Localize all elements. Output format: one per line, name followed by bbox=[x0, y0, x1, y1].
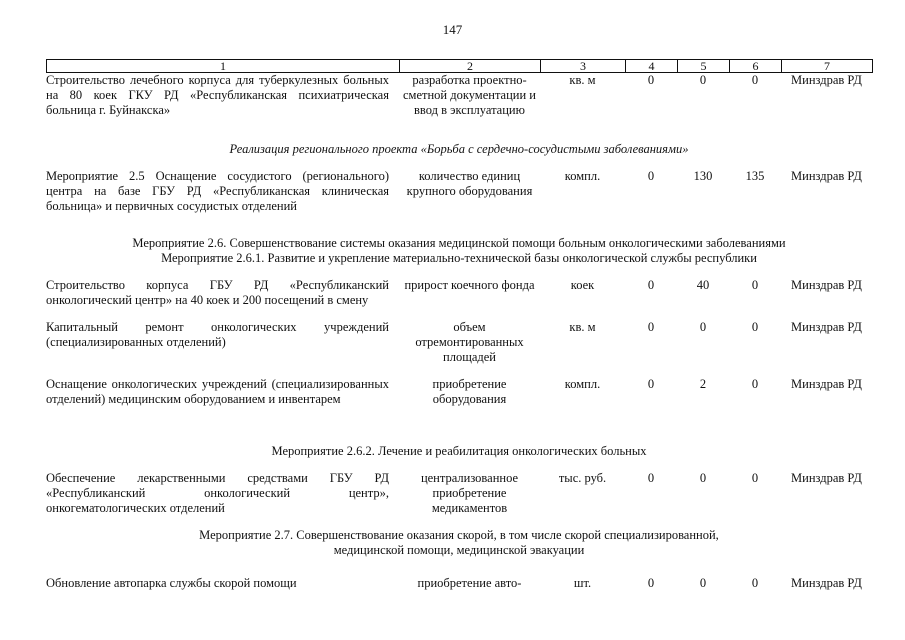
indicator-cell: объем отремонтированных площадей bbox=[415, 320, 524, 364]
row-spacer bbox=[46, 214, 872, 236]
page-number: 147 bbox=[442, 22, 463, 37]
value-cell-6: 0 bbox=[751, 278, 759, 292]
column-header: 4 bbox=[626, 60, 678, 73]
description-cell: Обновление автопарка службы скорой помощи bbox=[46, 576, 297, 590]
column-header: 3 bbox=[541, 60, 626, 73]
row-spacer bbox=[46, 365, 872, 377]
table-row bbox=[46, 169, 872, 214]
value-cell-4: 0 bbox=[647, 320, 655, 334]
value-cell-4: 0 bbox=[647, 377, 655, 391]
value-cell-5: 2 bbox=[699, 377, 707, 391]
description-cell: Строительство корпуса ГБУ РД «Республиканский онкологический центр» на 40 коек и 200 посещений в смену bbox=[46, 278, 389, 307]
unit-cell: коек bbox=[570, 278, 595, 292]
row-spacer bbox=[46, 266, 872, 278]
section-heading-line: Мероприятие 2.6.1. Развитие и укрепление материально-технической базы онкологической службы республики bbox=[161, 251, 757, 265]
executor-cell: Минздрав РД bbox=[791, 169, 862, 183]
section-heading-line: Мероприятие 2.7. Совершенствование оказания скорой, в том числе скорой специализированной, bbox=[199, 528, 719, 542]
table-row bbox=[46, 576, 872, 591]
executor-cell: Минздрав РД bbox=[791, 377, 862, 391]
executor-cell: Минздрав РД bbox=[791, 471, 862, 485]
indicator-cell: прирост коечного фонда bbox=[404, 278, 535, 292]
value-cell-5: 0 bbox=[699, 471, 707, 485]
value-cell-5: 130 bbox=[693, 169, 713, 183]
row-spacer bbox=[46, 118, 872, 142]
section-heading-line: Мероприятие 2.6.2. Лечение и реабилитация онкологических больных bbox=[271, 444, 647, 458]
value-cell-6: 0 bbox=[751, 576, 759, 590]
table-header bbox=[46, 59, 873, 73]
table-row bbox=[46, 73, 872, 118]
column-header: 1 bbox=[47, 60, 400, 73]
column-header: 5 bbox=[678, 60, 730, 73]
value-cell-4: 0 bbox=[647, 169, 655, 183]
unit-cell: шт. bbox=[573, 576, 592, 590]
value-cell-4: 0 bbox=[647, 73, 655, 87]
value-cell-5: 0 bbox=[699, 576, 707, 590]
unit-cell: компл. bbox=[564, 169, 601, 183]
value-cell-6: 0 bbox=[751, 377, 759, 391]
value-cell-5: 0 bbox=[699, 320, 707, 334]
indicator-cell: разработка проектно-сметной документации и ввод в эксплуатацию bbox=[402, 73, 536, 117]
section-heading-line: Реализация регионального проекта «Борьба с сердечно-сосудистыми заболеваниями» bbox=[229, 142, 689, 156]
description-cell: Строительство лечебного корпуса для туберкулезных больных на 80 коек ГКУ РД «Республиканская психиатрическая больница г. Буйнакска» bbox=[46, 73, 389, 117]
row-spacer bbox=[46, 558, 872, 576]
table-row bbox=[46, 320, 872, 365]
executor-cell: Минздрав РД bbox=[791, 576, 862, 590]
description-cell: Капитальный ремонт онкологических учреждений (специализированных отделений) bbox=[46, 320, 389, 349]
description-cell: Мероприятие 2.5 Оснащение сосудистого (регионального) центра на базе ГБУ РД «Республиканская клиническая больница» и первичных сосудистых отделений bbox=[46, 169, 389, 213]
table-row bbox=[46, 377, 872, 407]
indicator-cell: приобретение авто- bbox=[417, 576, 522, 590]
row-spacer bbox=[46, 308, 872, 320]
description-cell: Оснащение онкологических учреждений (специализированных отделений) медицинским оборудованием и инвентарем bbox=[46, 377, 389, 406]
section-heading bbox=[46, 142, 872, 157]
value-cell-5: 0 bbox=[699, 73, 707, 87]
column-header: 7 bbox=[782, 60, 873, 73]
value-cell-4: 0 bbox=[647, 278, 655, 292]
unit-cell: компл. bbox=[564, 377, 601, 391]
executor-cell: Минздрав РД bbox=[791, 320, 862, 334]
row-spacer bbox=[46, 459, 872, 471]
section-heading-line: медицинской помощи, медицинской эвакуации bbox=[333, 543, 585, 557]
column-header: 2 bbox=[400, 60, 541, 73]
unit-cell: тыс. руб. bbox=[558, 471, 607, 485]
section-heading bbox=[46, 236, 872, 266]
table-row bbox=[46, 471, 872, 516]
section-heading bbox=[46, 444, 872, 459]
value-cell-6: 0 bbox=[751, 471, 759, 485]
row-spacer bbox=[46, 516, 872, 528]
row-spacer bbox=[46, 407, 872, 444]
unit-cell: кв. м bbox=[569, 320, 596, 334]
unit-cell: кв. м bbox=[569, 73, 596, 87]
executor-cell: Минздрав РД bbox=[791, 73, 862, 87]
value-cell-6: 0 bbox=[751, 73, 759, 87]
value-cell-4: 0 bbox=[647, 471, 655, 485]
row-spacer bbox=[46, 157, 872, 169]
section-heading-line: Мероприятие 2.6. Совершенствование системы оказания медицинской помощи больным онкологическими заболеваниями bbox=[132, 236, 786, 250]
description-cell: Обеспечение лекарственными средствами ГБУ РД «Республиканский онкологический центр», онкогематологических отделений bbox=[46, 471, 389, 515]
value-cell-4: 0 bbox=[647, 576, 655, 590]
indicator-cell: количество единиц крупного оборудования bbox=[406, 169, 533, 198]
indicator-cell: приобретение оборудования bbox=[432, 377, 507, 406]
value-cell-6: 135 bbox=[745, 169, 765, 183]
section-heading bbox=[46, 528, 872, 558]
value-cell-5: 40 bbox=[696, 278, 710, 292]
table-body bbox=[46, 73, 872, 591]
column-header: 6 bbox=[730, 60, 782, 73]
value-cell-6: 0 bbox=[751, 320, 759, 334]
indicator-cell: централизованное приобретение медикаментов bbox=[420, 471, 519, 515]
table-row bbox=[46, 278, 872, 308]
executor-cell: Минздрав РД bbox=[791, 278, 862, 292]
